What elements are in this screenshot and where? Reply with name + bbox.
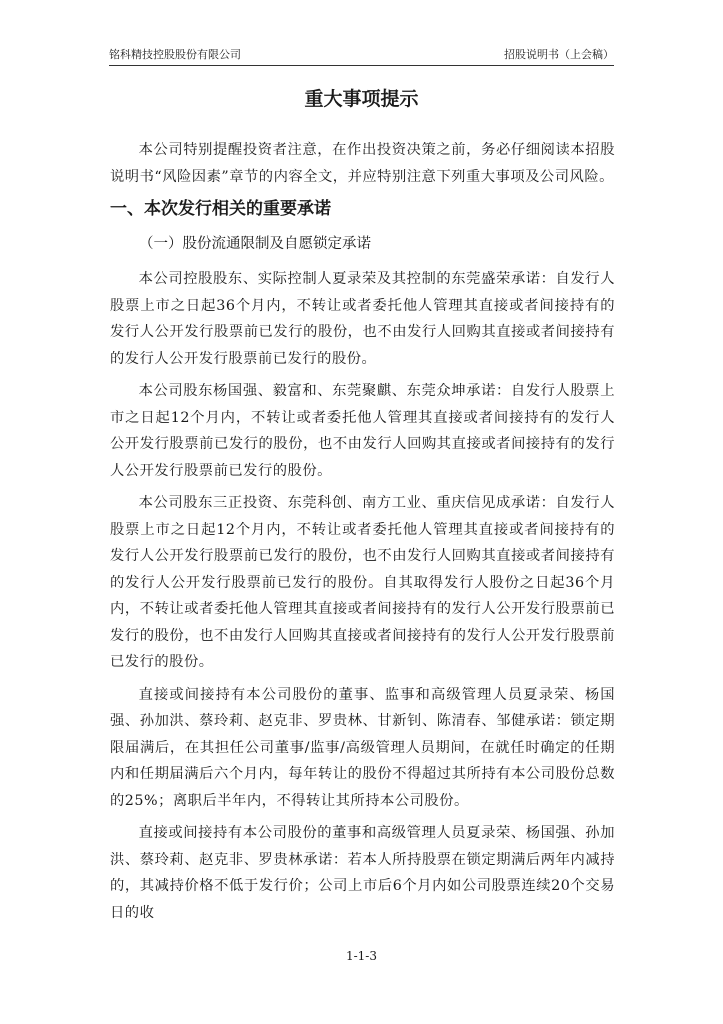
paragraph-reduction-price: 直接或间接持有本公司股份的董事和高级管理人员夏录荣、杨国强、孙加洪、蔡玲莉、赵克非、罗贵林承诺：若本人所持股票在锁定期满后两年内减持的，其减持价格不低于发行价；公司上市后6个月内如公司股票连续20个交易日的收 (110, 825, 615, 921)
intro-paragraph: 本公司特别提醒投资者注意，在作出投资决策之前，务必仔细阅读本招股说明书“风险因素”章节的内容全文，并应特别注意下列重大事项及公司风险。 (110, 142, 615, 185)
document-body (110, 137, 615, 932)
header-company-name: 铭科精技控股股份有限公司 (109, 48, 241, 61)
page-number: 1-1-3 (345, 949, 377, 963)
paragraph-controlling-shareholder: 本公司控股股东、实际控制人夏录荣及其控制的东莞盛荣承诺：自发行人股票上市之日起36个月内，不转让或者委托他人管理其直接或者间接持有的发行人公开发行股票前已发行的股份，也不由发行人回购其直接或者间接持有的发行人公开发行股票前已发行的股份。 (110, 271, 615, 367)
paragraph-shareholders-12-months: 本公司股东杨国强、毅富和、东莞聚麒、东莞众坤承诺：自发行人股票上市之日起12个月内，不转让或者委托他人管理其直接或者间接持有的发行人公开发行股票前已发行的股份，也不由发行人回购其直接或者间接持有的发行人公开发行股票前已发行的股份。 (110, 383, 615, 479)
subsection-heading: （一）股份流通限制及自愿锁定承诺 (139, 236, 371, 252)
section-heading: 一、本次发行相关的重要承诺 (110, 199, 331, 219)
header-document-type: 招股说明书（上会稿） (504, 48, 614, 61)
paragraph-shareholders-36-months: 本公司股东三正投资、东莞科创、南方工业、重庆信见成承诺：自发行人股票上市之日起12个月内，不转让或者委托他人管理其直接或者间接持有的发行人公开发行股票前已发行的股份，也不由发行人回购其直接或者间接持有的发行人公开发行股票前已发行的股份。自其取得发行人股份之日起36个月内，不转让或者委托他人管理其直接或者间接持有的发行人公开发行股票前已发行的股份，也不由发行人回购其直接或者间接持有的发行人公开发行股票前已发行的股份。 (110, 495, 615, 670)
page-title: 重大事项提示 (304, 88, 419, 110)
paragraph-directors-commitment: 直接或间接持有本公司股份的董事、监事和高级管理人员夏录荣、杨国强、孙加洪、蔡玲莉、赵克非、罗贵林、甘新钊、陈清春、邹健承诺：锁定期限届满后，在其担任公司董事/监事/高级管理人员期间，在就任时确定的任期内和任期届满后六个月内，每年转让的股份不得超过其所持有本公司股份总数的25%；离职后半年内，不得转让其所持本公司股份。 (110, 686, 615, 809)
page-header (109, 47, 614, 66)
